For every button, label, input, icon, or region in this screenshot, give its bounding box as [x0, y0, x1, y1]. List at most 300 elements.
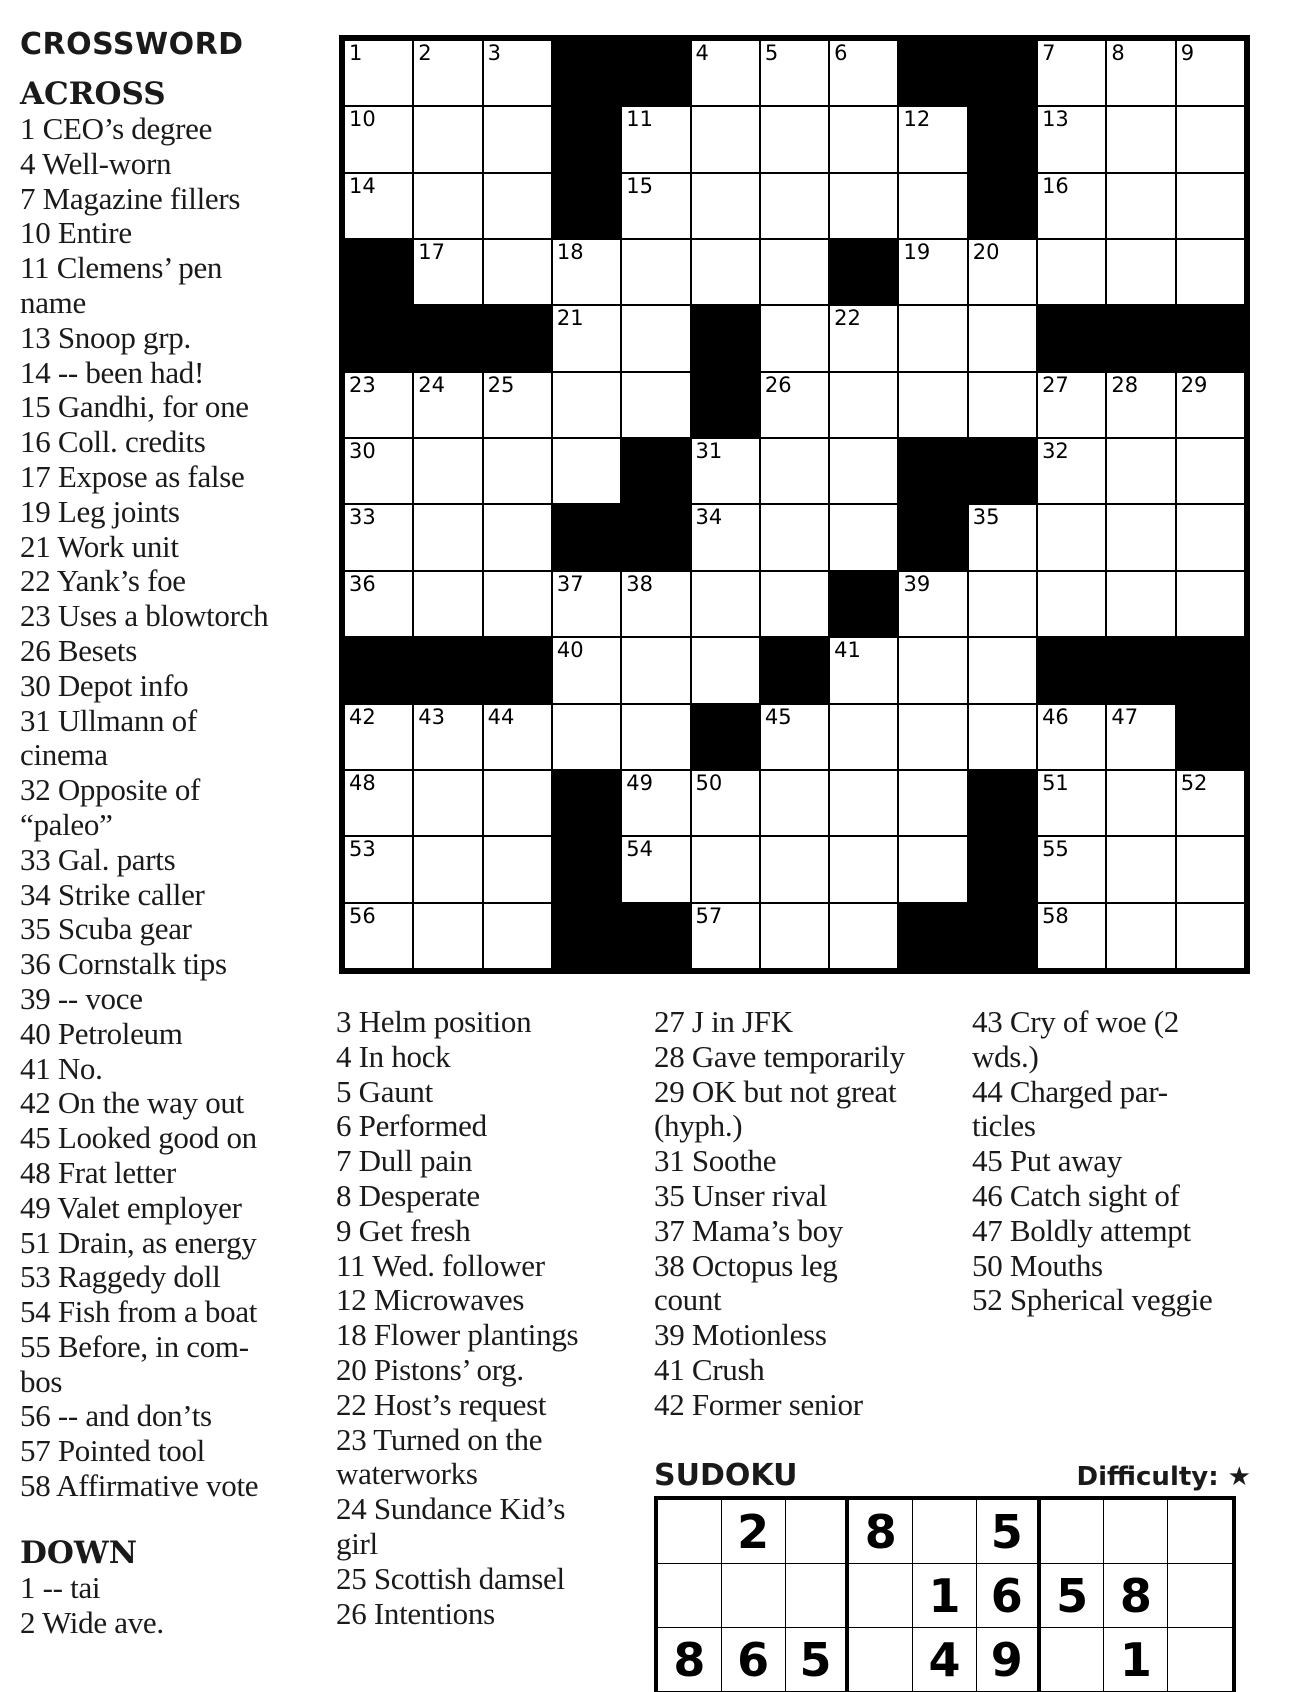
- crossword-cell[interactable]: [483, 704, 552, 770]
- sudoku-cell[interactable]: [1104, 1500, 1168, 1564]
- crossword-cell[interactable]: [898, 239, 967, 305]
- clue-line: 9 Get fresh: [336, 1212, 471, 1248]
- crossword-cell[interactable]: [483, 504, 552, 570]
- sudoku-cell[interactable]: 1: [1104, 1628, 1168, 1692]
- clue-number: 27: [1042, 372, 1069, 397]
- crossword-cell[interactable]: [691, 239, 760, 305]
- crossword-cell[interactable]: [829, 704, 898, 770]
- crossword-cell[interactable]: [691, 770, 760, 836]
- crossword-cell[interactable]: [413, 770, 482, 836]
- crossword-cell[interactable]: [968, 571, 1037, 637]
- crossword-cell[interactable]: [621, 239, 690, 305]
- sudoku-cell[interactable]: 9: [977, 1628, 1041, 1692]
- crossword-cell[interactable]: [413, 903, 482, 969]
- clue-line: 37 Mama’s boy: [654, 1212, 843, 1248]
- sudoku-cell[interactable]: [786, 1500, 850, 1564]
- crossword-cell[interactable]: [1037, 40, 1106, 106]
- crossword-cell[interactable]: [344, 504, 413, 570]
- black-square: [760, 637, 829, 703]
- clue-line: 56 -- and don’ts: [20, 1398, 212, 1434]
- clue-number: 38: [626, 571, 653, 596]
- black-square: [829, 571, 898, 637]
- black-square: [344, 637, 413, 703]
- crossword-cell[interactable]: [829, 903, 898, 969]
- black-square: [1037, 637, 1106, 703]
- sudoku-cell[interactable]: [1168, 1628, 1232, 1692]
- clue-number: 57: [695, 903, 723, 928]
- crossword-cell[interactable]: [1106, 571, 1175, 637]
- clue-line: 46 Catch sight of: [972, 1177, 1180, 1213]
- clue-line: ticles: [972, 1108, 1036, 1144]
- crossword-cell[interactable]: [1176, 40, 1245, 106]
- black-square: [829, 239, 898, 305]
- black-square: [621, 438, 690, 504]
- clue-number: 29: [1180, 372, 1208, 397]
- sudoku-cell[interactable]: [786, 1564, 850, 1628]
- clue-line: 8 Desperate: [336, 1177, 480, 1213]
- clue-line: 47 Boldly attempt: [972, 1212, 1191, 1248]
- crossword-cell[interactable]: [413, 40, 482, 106]
- clue-line: 34 Strike caller: [20, 876, 205, 912]
- crossword-cell[interactable]: [898, 571, 967, 637]
- crossword-cell[interactable]: [829, 438, 898, 504]
- crossword-cell[interactable]: [1037, 903, 1106, 969]
- black-square: [1176, 704, 1245, 770]
- crossword-cell[interactable]: [1037, 438, 1106, 504]
- clue-line: 36 Cornstalk tips: [20, 946, 227, 982]
- crossword-cell[interactable]: [760, 903, 829, 969]
- sudoku-cell[interactable]: 2: [722, 1500, 786, 1564]
- crossword-cell[interactable]: [1106, 770, 1175, 836]
- clue-line: 1 -- tai: [20, 1570, 101, 1605]
- crossword-cell[interactable]: [829, 372, 898, 438]
- crossword-cell[interactable]: [344, 770, 413, 836]
- crossword-cell[interactable]: [483, 571, 552, 637]
- clue-number: 14: [349, 173, 376, 198]
- crossword-cell[interactable]: [413, 239, 482, 305]
- sudoku-cell[interactable]: 8: [1104, 1564, 1168, 1628]
- clue-line: 2 Wide ave.: [20, 1604, 164, 1640]
- clue-line: 12 Microwaves: [336, 1282, 525, 1318]
- sudoku-cell[interactable]: 5: [786, 1628, 850, 1692]
- black-square: [968, 836, 1037, 902]
- clue-line: 41 No.: [20, 1050, 103, 1086]
- crossword-cell[interactable]: [621, 704, 690, 770]
- clue-number: 26: [764, 372, 792, 397]
- crossword-cell[interactable]: [829, 106, 898, 172]
- clue-line: 49 Valet employer: [20, 1189, 242, 1225]
- crossword-cell[interactable]: [413, 571, 482, 637]
- crossword-cell[interactable]: [552, 372, 621, 438]
- sudoku-cell[interactable]: 8: [658, 1628, 722, 1692]
- crossword-cell[interactable]: [552, 438, 621, 504]
- crossword-cell[interactable]: [1037, 504, 1106, 570]
- crossword-cell[interactable]: [1106, 438, 1175, 504]
- clue-line: 42 On the way out: [20, 1085, 244, 1121]
- crossword-cell[interactable]: [829, 770, 898, 836]
- clue-number: 50: [695, 770, 723, 795]
- crossword-cell[interactable]: [483, 372, 552, 438]
- crossword-cell[interactable]: [760, 836, 829, 902]
- clue-number: 30: [349, 439, 376, 464]
- crossword-cell[interactable]: [621, 305, 690, 371]
- crossword-cell[interactable]: [691, 903, 760, 969]
- clue-line: 35 Scuba gear: [20, 911, 192, 947]
- crossword-cell[interactable]: [898, 770, 967, 836]
- crossword-cell[interactable]: [968, 239, 1037, 305]
- clue-number: 10: [349, 107, 376, 132]
- clue-number: 19: [903, 240, 931, 265]
- clue-number: 42: [349, 704, 376, 729]
- crossword-cell[interactable]: [1106, 903, 1175, 969]
- crossword-cell[interactable]: [552, 704, 621, 770]
- crossword-cell[interactable]: [483, 173, 552, 239]
- crossword-cell[interactable]: [691, 504, 760, 570]
- black-square: [413, 305, 482, 371]
- crossword-cell[interactable]: [621, 173, 690, 239]
- crossword-grid[interactable]: [339, 35, 1250, 974]
- clue-line: 4 In hock: [336, 1038, 451, 1074]
- black-square: [552, 504, 621, 570]
- crossword-cell[interactable]: [483, 836, 552, 902]
- crossword-cell[interactable]: [1176, 571, 1245, 637]
- crossword-cell[interactable]: [898, 372, 967, 438]
- crossword-cell[interactable]: [968, 372, 1037, 438]
- crossword-cell[interactable]: [552, 239, 621, 305]
- clue-line: 15 Gandhi, for one: [20, 389, 249, 425]
- clue-line: 11 Clemens’ pen: [20, 250, 223, 286]
- crossword-cell[interactable]: [413, 106, 482, 172]
- crossword-cell[interactable]: [968, 704, 1037, 770]
- crossword-cell[interactable]: [1037, 571, 1106, 637]
- crossword-cell[interactable]: [1176, 106, 1245, 172]
- clue-line: 4 Well-worn: [20, 145, 172, 181]
- sudoku-cell[interactable]: [1041, 1500, 1105, 1564]
- sudoku-cell[interactable]: [913, 1500, 977, 1564]
- sudoku-difficulty: Difficulty: ★: [1076, 1462, 1251, 1492]
- crossword-cell[interactable]: [829, 836, 898, 902]
- across-clue-list: [20, 76, 310, 1504]
- crossword-cell[interactable]: [621, 106, 690, 172]
- clue-line: 35 Unser rival: [654, 1177, 828, 1213]
- clue-line: 23 Uses a blowtorch: [20, 598, 269, 634]
- black-square: [691, 704, 760, 770]
- crossword-cell[interactable]: [413, 504, 482, 570]
- crossword-cell[interactable]: [344, 40, 413, 106]
- crossword-cell[interactable]: [413, 372, 482, 438]
- crossword-cell[interactable]: [413, 836, 482, 902]
- crossword-cell[interactable]: [621, 637, 690, 703]
- clue-number: 41: [834, 638, 861, 663]
- clue-number: 37: [556, 571, 584, 596]
- clue-number: 49: [626, 770, 653, 795]
- crossword-cell[interactable]: [344, 704, 413, 770]
- across-heading: ACROSS: [20, 76, 166, 112]
- sudoku-cell[interactable]: 6: [977, 1564, 1041, 1628]
- clue-line: (hyph.): [654, 1108, 743, 1144]
- black-square: [483, 305, 552, 371]
- black-square: [968, 173, 1037, 239]
- clue-line: 39 Motionless: [654, 1317, 827, 1353]
- clue-number: 9: [1180, 41, 1195, 65]
- crossword-cell[interactable]: [1176, 239, 1245, 305]
- crossword-cell[interactable]: [1106, 40, 1175, 106]
- crossword-cell[interactable]: [898, 305, 967, 371]
- crossword-cell[interactable]: [898, 704, 967, 770]
- clue-line: 17 Expose as false: [20, 458, 245, 494]
- sudoku-cell[interactable]: 5: [1041, 1564, 1105, 1628]
- clue-number: 46: [1042, 704, 1069, 729]
- crossword-cell[interactable]: [1106, 504, 1175, 570]
- crossword-cell[interactable]: [552, 305, 621, 371]
- clue-number: 43: [418, 704, 446, 729]
- crossword-cell[interactable]: [344, 106, 413, 172]
- black-square: [968, 903, 1037, 969]
- crossword-cell[interactable]: [898, 106, 967, 172]
- down-clue-list-start: [20, 1535, 164, 1641]
- clue-line: 23 Turned on the: [336, 1421, 543, 1457]
- clue-number: 51: [1042, 770, 1069, 795]
- crossword-cell[interactable]: [691, 106, 760, 172]
- crossword-cell[interactable]: [898, 836, 967, 902]
- clue-line: name: [20, 284, 86, 320]
- crossword-cell[interactable]: [621, 372, 690, 438]
- black-square: [552, 40, 621, 106]
- sudoku-cell[interactable]: [658, 1500, 722, 1564]
- crossword-cell[interactable]: [1176, 438, 1245, 504]
- clue-line: 22 Host’s request: [336, 1386, 547, 1422]
- crossword-cell[interactable]: [1106, 836, 1175, 902]
- crossword-cell[interactable]: [413, 438, 482, 504]
- down-heading: DOWN: [20, 1535, 138, 1571]
- sudoku-row: [658, 1628, 1232, 1692]
- clue-line: 30 Depot info: [20, 667, 189, 703]
- crossword-cell[interactable]: [968, 637, 1037, 703]
- crossword-cell[interactable]: [1037, 770, 1106, 836]
- crossword-cell[interactable]: [760, 173, 829, 239]
- clue-line: 6 Performed: [336, 1108, 487, 1144]
- crossword-cell[interactable]: [829, 305, 898, 371]
- sudoku-cell[interactable]: [1168, 1500, 1232, 1564]
- sudoku-cell[interactable]: 8: [849, 1500, 913, 1564]
- crossword-cell[interactable]: [1106, 239, 1175, 305]
- black-square: [621, 903, 690, 969]
- black-square: [552, 106, 621, 172]
- crossword-cell[interactable]: [1176, 903, 1245, 969]
- crossword-cell[interactable]: [344, 571, 413, 637]
- crossword-cell[interactable]: [691, 438, 760, 504]
- clue-number: 25: [487, 372, 515, 397]
- clue-number: 48: [349, 770, 376, 795]
- clue-line: 14 -- been had!: [20, 354, 204, 390]
- clue-number: 18: [556, 240, 584, 265]
- crossword-cell[interactable]: [691, 637, 760, 703]
- crossword-cell[interactable]: [344, 903, 413, 969]
- sudoku-grid[interactable]: [654, 1496, 1236, 1692]
- crossword-cell[interactable]: [760, 704, 829, 770]
- crossword-cell[interactable]: [483, 40, 552, 106]
- crossword-cell[interactable]: [1037, 704, 1106, 770]
- crossword-cell[interactable]: [1037, 836, 1106, 902]
- clue-line: 21 Work unit: [20, 528, 179, 564]
- crossword-cell[interactable]: [691, 836, 760, 902]
- crossword-cell[interactable]: [621, 571, 690, 637]
- clue-line: 52 Spherical veggie: [972, 1282, 1213, 1318]
- clue-line: 16 Coll. credits: [20, 424, 206, 460]
- clue-number: 21: [556, 306, 584, 331]
- black-square: [691, 305, 760, 371]
- sudoku-cell[interactable]: 4: [913, 1628, 977, 1692]
- sudoku-cell[interactable]: 5: [977, 1500, 1041, 1564]
- black-square: [413, 637, 482, 703]
- crossword-cell[interactable]: [760, 504, 829, 570]
- crossword-cell[interactable]: [968, 305, 1037, 371]
- black-square: [621, 504, 690, 570]
- clue-number: 44: [487, 704, 515, 729]
- clue-number: 11: [626, 107, 653, 132]
- clue-line: bos: [20, 1363, 63, 1399]
- clue-number: 8: [1111, 41, 1125, 65]
- clue-number: 55: [1042, 837, 1069, 862]
- clue-line: 31 Ullmann of: [20, 702, 197, 738]
- crossword-cell[interactable]: [552, 571, 621, 637]
- crossword-cell[interactable]: [621, 770, 690, 836]
- clue-number: 13: [1042, 107, 1069, 132]
- clue-number: 23: [349, 372, 376, 397]
- crossword-cell[interactable]: [898, 173, 967, 239]
- crossword-cell[interactable]: [1176, 372, 1245, 438]
- black-square: [968, 438, 1037, 504]
- crossword-cell[interactable]: [413, 173, 482, 239]
- crossword-cell[interactable]: [760, 305, 829, 371]
- clue-line: 24 Sundance Kid’s: [336, 1491, 566, 1527]
- clue-line: 51 Drain, as energy: [20, 1224, 257, 1260]
- crossword-cell[interactable]: [483, 106, 552, 172]
- clue-number: 52: [1180, 770, 1208, 795]
- black-square: [344, 239, 413, 305]
- crossword-title: CROSSWORD: [20, 27, 244, 62]
- black-square: [1106, 637, 1175, 703]
- crossword-cell[interactable]: [1037, 372, 1106, 438]
- clue-line: 25 Scottish damsel: [336, 1560, 565, 1596]
- crossword-cell[interactable]: [829, 504, 898, 570]
- crossword-cell[interactable]: [898, 637, 967, 703]
- clue-number: 15: [626, 173, 653, 198]
- sudoku-cell[interactable]: 1: [913, 1564, 977, 1628]
- crossword-cell[interactable]: [1176, 504, 1245, 570]
- crossword-cell[interactable]: [1037, 106, 1106, 172]
- crossword-cell[interactable]: [483, 438, 552, 504]
- crossword-cell[interactable]: [483, 903, 552, 969]
- clue-number: 17: [418, 240, 446, 265]
- sudoku-cell[interactable]: [658, 1564, 722, 1628]
- clue-line: 41 Crush: [654, 1351, 765, 1387]
- black-square: [1176, 637, 1245, 703]
- crossword-cell[interactable]: [691, 571, 760, 637]
- clue-line: 18 Flower plantings: [336, 1317, 579, 1353]
- clue-line: 42 Former senior: [654, 1386, 863, 1422]
- clue-line: 53 Raggedy doll: [20, 1259, 221, 1295]
- crossword-cell[interactable]: [760, 770, 829, 836]
- clue-line: 1 CEO’s degree: [20, 111, 213, 146]
- crossword-cell[interactable]: [1176, 173, 1245, 239]
- crossword-cell[interactable]: [760, 372, 829, 438]
- clue-line: 31 Soothe: [654, 1143, 777, 1179]
- clue-line: 27 J in JFK: [654, 1004, 793, 1039]
- crossword-cell[interactable]: [483, 770, 552, 836]
- clue-line: 5 Gaunt: [336, 1073, 433, 1109]
- sudoku-cell[interactable]: [722, 1564, 786, 1628]
- sudoku-cell[interactable]: 6: [722, 1628, 786, 1692]
- clue-number: 24: [418, 372, 446, 397]
- crossword-cell[interactable]: [1037, 173, 1106, 239]
- clue-line: 45 Put away: [972, 1143, 1122, 1179]
- black-square: [968, 770, 1037, 836]
- crossword-cell[interactable]: [1106, 372, 1175, 438]
- down-clue-column-3: [654, 1005, 964, 1423]
- crossword-cell[interactable]: [760, 239, 829, 305]
- black-square: [483, 637, 552, 703]
- crossword-cell[interactable]: [344, 372, 413, 438]
- crossword-cell[interactable]: [413, 704, 482, 770]
- sudoku-cell[interactable]: [849, 1564, 913, 1628]
- clue-line: 26 Intentions: [336, 1595, 495, 1631]
- black-square: [898, 438, 967, 504]
- sudoku-cell[interactable]: [849, 1628, 913, 1692]
- clue-number: 54: [626, 837, 653, 862]
- crossword-cell[interactable]: [760, 571, 829, 637]
- crossword-cell[interactable]: [1106, 173, 1175, 239]
- clue-line: 3 Helm position: [336, 1004, 532, 1039]
- crossword-cell[interactable]: [621, 836, 690, 902]
- crossword-cell[interactable]: [1176, 770, 1245, 836]
- black-square: [1176, 305, 1245, 371]
- crossword-cell[interactable]: [1176, 836, 1245, 902]
- clue-number: 34: [695, 505, 723, 530]
- clue-line: 40 Petroleum: [20, 1015, 183, 1051]
- crossword-cell[interactable]: [344, 836, 413, 902]
- crossword-cell[interactable]: [1106, 106, 1175, 172]
- clue-number: 40: [556, 638, 584, 663]
- crossword-cell[interactable]: [1106, 704, 1175, 770]
- sudoku-cell[interactable]: [1041, 1628, 1105, 1692]
- clue-line: girl: [336, 1525, 378, 1561]
- clue-line: 39 -- voce: [20, 980, 143, 1016]
- crossword-cell[interactable]: [760, 40, 829, 106]
- black-square: [968, 40, 1037, 106]
- sudoku-cell[interactable]: [1168, 1564, 1232, 1628]
- crossword-cell[interactable]: [760, 106, 829, 172]
- clue-number: 20: [972, 240, 1000, 265]
- clue-number: 32: [1042, 439, 1069, 464]
- crossword-cell[interactable]: [760, 438, 829, 504]
- black-square: [552, 173, 621, 239]
- crossword-cell[interactable]: [344, 438, 413, 504]
- crossword-cell[interactable]: [1037, 239, 1106, 305]
- crossword-cell[interactable]: [829, 637, 898, 703]
- crossword-cell[interactable]: [691, 173, 760, 239]
- crossword-cell[interactable]: [483, 239, 552, 305]
- crossword-cell[interactable]: [829, 173, 898, 239]
- clue-line: 33 Gal. parts: [20, 841, 176, 877]
- clue-number: 6: [834, 41, 848, 65]
- crossword-cell[interactable]: [829, 40, 898, 106]
- crossword-cell[interactable]: [344, 173, 413, 239]
- crossword-cell[interactable]: [691, 40, 760, 106]
- crossword-cell[interactable]: [552, 637, 621, 703]
- black-square: [344, 305, 413, 371]
- crossword-cell[interactable]: [968, 504, 1037, 570]
